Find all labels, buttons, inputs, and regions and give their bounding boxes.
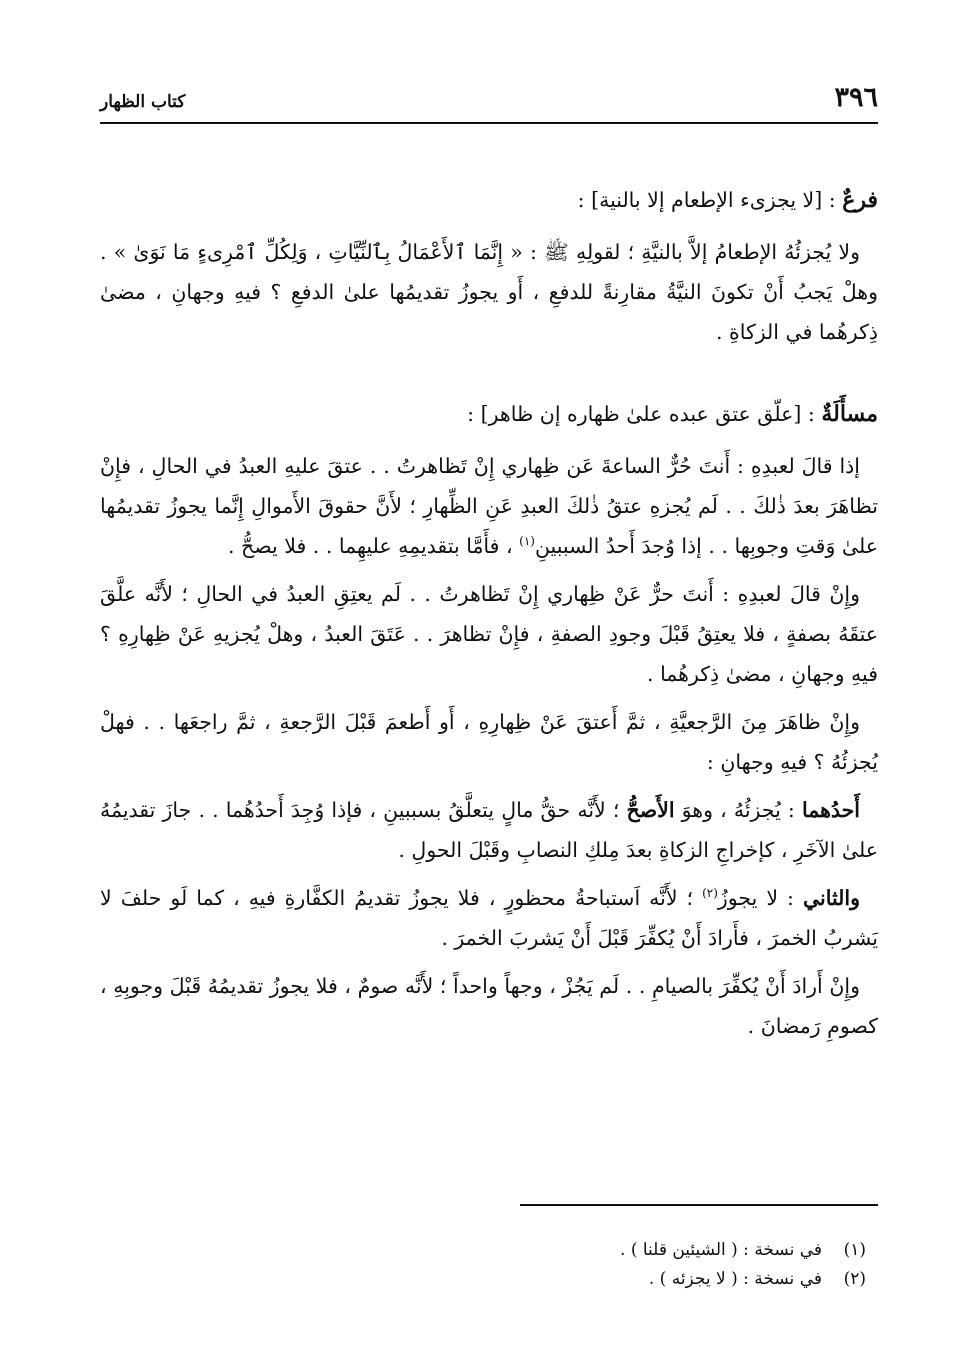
section-title: : [لا يجزىء الإطعام إلا بالنية] : xyxy=(577,188,836,212)
footnote xyxy=(100,1236,878,1265)
footnote-text: في نسخة : ( لا يجزئه ) . xyxy=(648,1269,822,1289)
paragraph-text: : يُجزئُهُ ، وهوَ xyxy=(674,798,802,822)
footnote-number: (٢) xyxy=(843,1269,866,1289)
paragraph xyxy=(100,878,878,958)
paragraph-text: ولا يُجزئُهُ الإطعامُ إلاَّ بالنيَّةِ ؛ لقولِهِ ﷺ : « إِنَّمَا ٱلأَعْمَالُ بِٱلنِّيَّاتِ ، وَلِكُلِّ ٱمْرِىءٍ مَا نَوَىٰ » . وهلْ يَجبُ أَنْ تكونَ النيَّةُ مقارِنةً للدفعِ ، أَو يجوزُ تقديمُها علىٰ الدفعِ ؟ فيهِ وجهانِ ، مضىٰ ذِكرهُما في الزكاةِ . xyxy=(100,240,879,344)
section-heading xyxy=(100,180,878,220)
section-masala xyxy=(100,394,878,1046)
footnote-marker: (٢) xyxy=(702,886,718,901)
paragraph-text: وإِنْ ظاهَرَ مِنَ الرَّجعيَّةِ ، ثمَّ أَعتقَ عَنْ ظِهارِهِ ، أَو أَطعمَ قَبْلَ الرَّجعةِ ، ثمَّ راجعَها . . فهلْ يُجزئُهُ ؟ فيهِ وجهانِ : xyxy=(100,710,878,774)
paragraph xyxy=(100,446,878,566)
paragraph-text: وإِنْ قالَ لعبدِهِ : أَنتَ حرٌّ عَنْ ظِهاري إِنْ تَظاهرتُ . . لَم يعتِقِ العبدُ في الحالِ ؛ لأَنَّه علَّقَ عتقَهُ بصفةٍ ، فلا يعتِقُ قَبْلَ وجودِ الصفةِ ، فإِنْ تظاهرَ . . عَتَقَ العبدُ ، وهلْ يُجزيهِ عَنْ ظِهارِهِ ؟ فيهِ وجهانِ ، مضىٰ ذِكرهُما . xyxy=(100,582,878,686)
paragraph xyxy=(100,790,878,870)
paragraph-text: : لا يجوزُ xyxy=(717,886,803,910)
page-number: ٣٩٦ xyxy=(834,82,878,113)
footnote xyxy=(100,1265,878,1294)
footnote-number: (١) xyxy=(843,1240,866,1260)
paragraph-text: إذا قالَ لعبدِهِ : أَنتَ حُرٌّ الساعةَ عَن ظِهاري إِنْ تَظاهرتُ . . عتقَ عليهِ العبدُ في الحالِ ، فإِنْ تظاهَرَ بعدَ ذٰلكَ . . لَم يُجزهِ عتقُ ذٰلكَ العبدِ عَنِ الظِّهارِ ؛ لأَنَّ حقوقَ الأَموالِ إِنَّما يجوزُ تقديمُها علىٰ وَقتِ وجوبِها . . إذا وُجدَ أَحدُ السببينِ xyxy=(100,454,878,558)
page-header xyxy=(100,78,878,124)
section-heading xyxy=(100,394,878,434)
paragraph-text: وإِنْ أَرادَ أَنْ يُكفِّرَ بالصيامِ . . لَم يَجُزْ ، وجهاً واحداً ؛ لأَنَّه صومٌ ، فلا يجوزُ تقديمُهُ قَبْلَ وجوبِهِ ، كصومِ رَمضانَ . xyxy=(100,974,878,1038)
opinion-label: والثاني xyxy=(802,886,861,910)
page-body xyxy=(100,180,878,1054)
section-label: فرعٌ xyxy=(842,187,878,213)
paragraph xyxy=(100,702,878,782)
emphasis-text: الأَصحُّ xyxy=(626,798,675,822)
opinion-label: أَحدُهما xyxy=(801,798,861,822)
section-label: مسأَلَةٌ xyxy=(821,401,878,427)
running-title: كتاب الظهار xyxy=(100,92,186,112)
footnote-marker: (١) xyxy=(519,534,535,549)
paragraph xyxy=(100,574,878,694)
paragraph xyxy=(100,966,878,1046)
footnotes xyxy=(100,1236,878,1294)
paragraph-text-tail: ، فأَمَّا بتقديمِهِ عليهِما . . فلا يصحُّ . xyxy=(227,534,520,558)
paragraph xyxy=(100,232,878,352)
paragraph-text-tail: ؛ لأَنَّه اَستباحةُ محظورٍ ، فلا يجوزُ تقديمُ الكفَّارةِ فيهِ ، كما لَو حلفَ لا يَشربُ الخمرَ ، فأَرادَ أَنْ يُكفِّرَ قَبْلَ أَنْ يَشربَ الخمرَ . xyxy=(100,886,878,950)
paragraph-text-tail: ؛ لأَنَّه حقُّ مالٍ يتعلَّقُ بسببينِ ، فإذا وُجِدَ أَحدُهُما . . جازَ تقديمُهُ علىٰ الآخَرِ ، كإخراجِ الزكاةِ بعدَ مِلكِ النصابِ وقَبْلَ الحولِ . xyxy=(100,798,878,862)
footnote-text: في نسخة : ( الشيئين قلنا ) . xyxy=(620,1240,822,1260)
section-title: : [علّق عتق عبده علىٰ ظهاره إن ظاهر] : xyxy=(467,402,815,426)
footnote-divider xyxy=(520,1204,878,1206)
section-far xyxy=(100,180,878,352)
